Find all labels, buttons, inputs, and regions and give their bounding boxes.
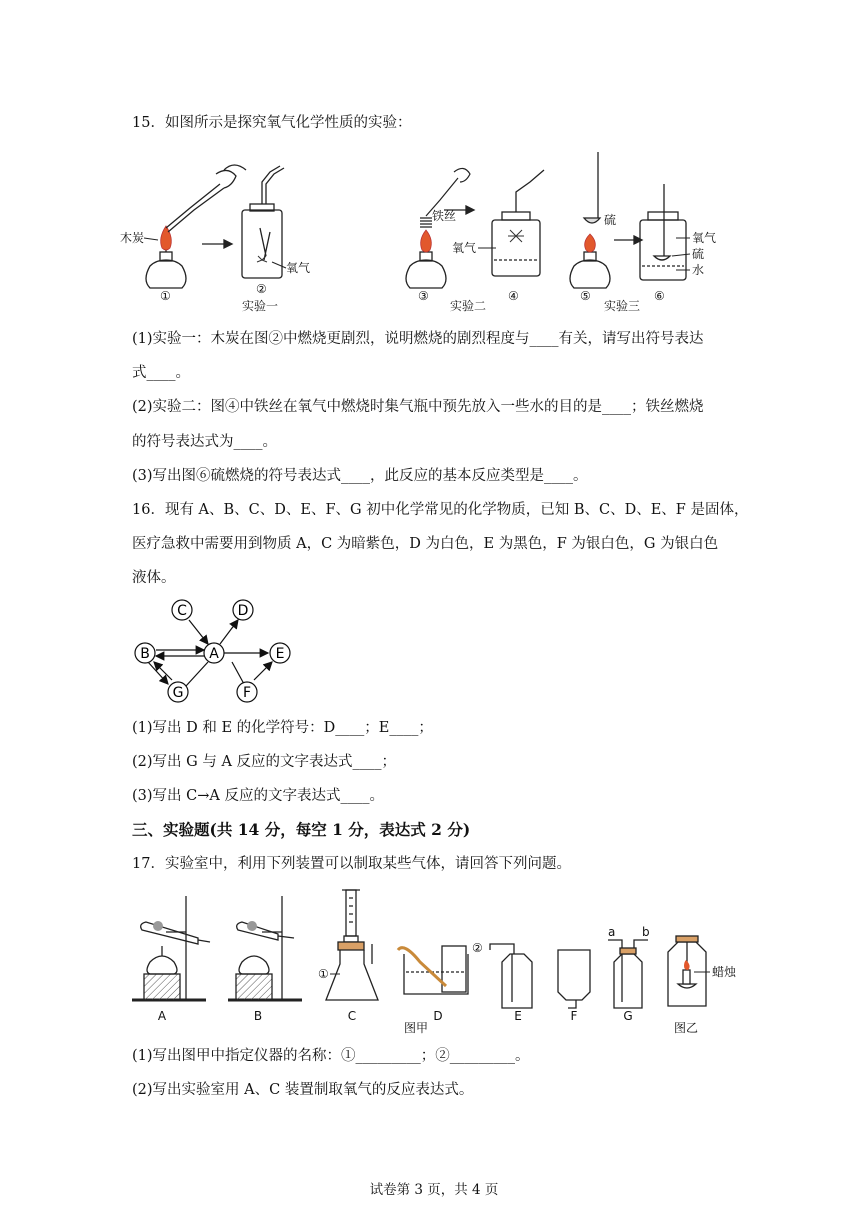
exp3-gas-bottle <box>640 184 686 280</box>
candle-flame-icon <box>684 960 690 970</box>
q17-stem: 17．实验室中，利用下列装置可以制取某些气体，请回答下列问题。 <box>132 856 571 872</box>
label-n2: ② <box>256 282 267 296</box>
page-footer: 试卷第 3 页，共 4 页 <box>369 1182 499 1198</box>
label-sulfur-2: 硫 <box>692 247 705 261</box>
q15-part1-line1: (1)实验一：木炭在图②中燃烧更剧烈，说明燃烧的剧烈程度与____有关，请写出符号表达 <box>132 331 704 347</box>
exp3-alcohol-lamp <box>570 252 610 288</box>
label-n3: ③ <box>418 289 429 303</box>
exp1-arrow <box>202 240 232 248</box>
exp3-arrow <box>614 236 642 244</box>
label-G-a: a <box>608 925 616 939</box>
label-water: 水 <box>692 263 705 277</box>
caption-exp1: 实验一 <box>242 299 279 313</box>
node-G <box>168 682 188 702</box>
label-G: G <box>623 1009 633 1023</box>
label-candle: 蜡烛 <box>712 965 737 979</box>
exp3-flame <box>585 234 596 252</box>
q15-part1-line2: 式____。 <box>132 365 190 381</box>
node-D <box>233 600 253 620</box>
exp2-alcohol-lamp <box>406 252 446 288</box>
exp1-gas-bottle <box>242 166 284 278</box>
apparatus-E <box>490 944 532 1008</box>
exp1-spark-icon <box>257 256 267 262</box>
apparatus-candle-bottle <box>668 936 706 1006</box>
label-sulfur-1: 硫 <box>604 213 617 227</box>
q16-stem-line1: 16．现有 A、B、C、D、E、F、G 初中化学常见的化学物质，已知 B、C、D、E、F 是固体， <box>132 502 749 518</box>
apparatus-D <box>398 946 468 994</box>
q15-part2-line2: 的符号表达式为____。 <box>132 434 277 450</box>
label-C: C <box>347 1009 357 1023</box>
q17-apparatus-figure <box>128 882 768 1042</box>
section3-title: 三、实验题(共 14 分，每空 1 分，表达式 2 分) <box>132 820 471 839</box>
label-D-n2: ② <box>472 941 483 955</box>
caption-exp3: 实验三 <box>604 299 641 313</box>
exp2-spark-icon <box>508 230 524 242</box>
apparatus-C <box>326 890 378 1000</box>
exp1-flame <box>161 226 172 250</box>
q16-part1: (1)写出 D 和 E 的化学符号：D____；E____； <box>132 720 433 736</box>
label-n5: ⑤ <box>580 289 591 303</box>
q17-part2: (2)写出实验室用 A、C 装置制取氧气的反应表达式。 <box>132 1082 474 1098</box>
exp1-alcohol-lamp <box>146 246 186 288</box>
node-F <box>237 682 257 702</box>
label-E: E <box>514 1009 522 1023</box>
label-charcoal: 木炭 <box>120 231 145 245</box>
q15-part3: (3)写出图⑥硫燃烧的符号表达式____，此反应的基本反应类型是____。 <box>132 468 588 484</box>
node-B <box>135 643 155 663</box>
exp3-spoon <box>584 152 600 223</box>
q15-stem: 15．如图所示是探究氧气化学性质的实验： <box>132 115 412 131</box>
q16-stem-line2: 医疗急救中需要用到物质 A，C 为暗紫色，D 为白色，E 为黑色，F 为银白色，G 为银白色 <box>132 536 719 552</box>
q15-part2-line1: (2)实验二：图④中铁丝在氧气中燃烧时集气瓶中预先放入一些水的目的是____；铁丝燃烧 <box>132 399 704 415</box>
svg-text:G: G <box>172 685 184 701</box>
svg-text:A: A <box>209 646 219 662</box>
svg-text:D: D <box>237 603 249 619</box>
svg-text:E: E <box>275 646 285 662</box>
label-F: F <box>570 1009 578 1023</box>
q17-part1: (1)写出图甲中指定仪器的名称：①_________；②_________。 <box>132 1048 530 1064</box>
label-D: D <box>433 1009 443 1023</box>
svg-text:B: B <box>140 646 150 662</box>
q16-part3: (3)写出 C→A 反应的文字表达式____。 <box>132 788 384 804</box>
apparatus-F <box>558 950 590 1008</box>
node-C <box>172 600 192 620</box>
node-E <box>270 643 290 663</box>
label-B: B <box>253 1009 263 1023</box>
label-n4: ④ <box>508 289 519 303</box>
caption-exp2: 实验二 <box>450 299 487 313</box>
apparatus-G <box>608 940 648 1008</box>
apparatus-A <box>132 896 210 1000</box>
label-n1: ① <box>160 289 171 303</box>
label-oxygen-2: 氧气 <box>452 241 477 255</box>
exp2-flame <box>421 230 432 252</box>
apparatus-B <box>228 896 302 1000</box>
caption-fig-jia: 图甲 <box>404 1021 429 1035</box>
label-iron-wire: 铁丝 <box>432 209 457 223</box>
q16-relation-diagram <box>128 596 308 708</box>
q16-stem-line3: 液体。 <box>132 570 176 586</box>
q15-figure <box>120 148 740 318</box>
svg-text:C: C <box>177 603 187 619</box>
q16-part2: (2)写出 G 与 A 反应的文字表达式____； <box>132 754 397 770</box>
label-C-n1: ① <box>318 967 329 981</box>
svg-text:F: F <box>242 685 252 701</box>
exp1-tongs <box>166 165 246 232</box>
label-n6: ⑥ <box>654 289 665 303</box>
node-A <box>204 643 224 663</box>
label-G-b: b <box>642 925 650 939</box>
label-oxygen-1: 氧气 <box>286 261 311 275</box>
caption-fig-yi: 图乙 <box>674 1021 699 1035</box>
exp2-gas-bottle <box>492 170 544 276</box>
label-oxygen-3: 氧气 <box>692 231 717 245</box>
label-A: A <box>157 1009 167 1023</box>
